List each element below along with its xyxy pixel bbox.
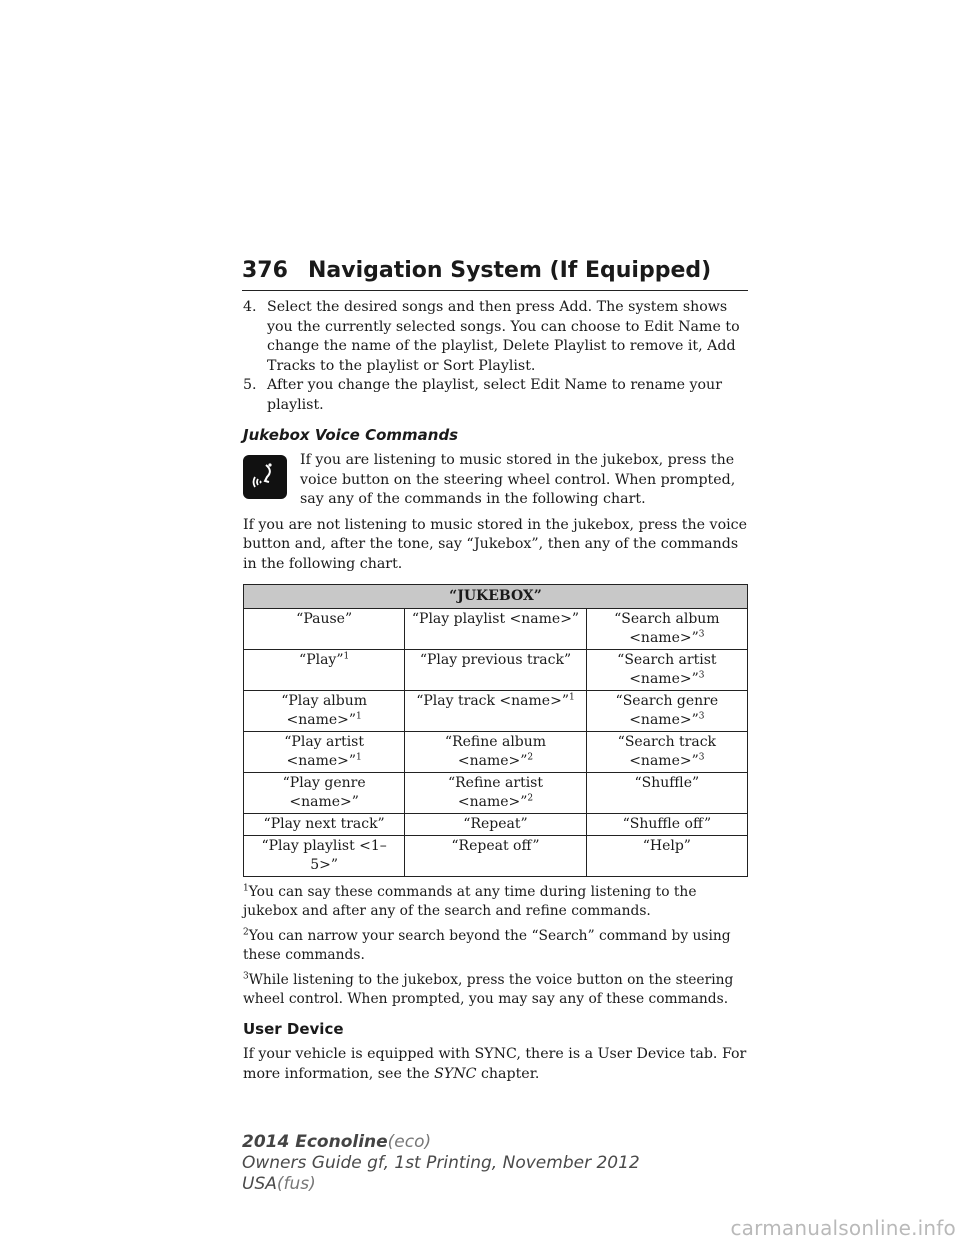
list-item	[243, 298, 753, 376]
table-cell	[405, 609, 586, 650]
footnote-mark: 1	[343, 651, 350, 662]
step-text: Select the desired songs and then press Add. The system shows you the currently selected songs. You can choose to Edit Name to change the name of the playlist, Delete Playlist to remove it, Add Tracks to the playlist or Sort Playlist.	[267, 299, 740, 374]
table-row	[244, 814, 748, 836]
jukebox-heading: Jukebox Voice Commands	[243, 426, 459, 444]
table-cell	[586, 732, 747, 773]
table-cell	[405, 650, 586, 691]
table-cell	[405, 691, 586, 732]
command-text: “Play previous track”	[419, 652, 572, 668]
footnote-text: You can say these commands at any time during listening to the jukebox and after any of the search and refine commands.	[243, 884, 697, 919]
command-text: “Refine album <name>”	[444, 734, 547, 769]
table-cell	[586, 836, 747, 877]
table-cell	[244, 609, 405, 650]
command-text: “Play next track”	[263, 816, 385, 832]
command-text: “Play playlist <name>”	[411, 611, 580, 627]
footnote-mark: 1	[356, 752, 362, 763]
footer-model-code: (eco)	[387, 1132, 432, 1152]
command-text: “Shuffle off”	[622, 816, 712, 832]
footnote	[243, 927, 753, 965]
table-cell	[244, 814, 405, 836]
user-device-heading: User Device	[243, 1020, 344, 1038]
footer-line-1	[242, 1132, 640, 1153]
table-cell	[586, 650, 747, 691]
step-number: 4.	[243, 299, 257, 315]
user-device-text-end: chapter.	[476, 1065, 540, 1082]
command-text: “Play artist <name>”	[284, 734, 364, 769]
command-text: “Play album <name>”	[281, 693, 368, 728]
table-cell	[586, 773, 747, 814]
table-row	[244, 691, 748, 732]
user-device-paragraph	[243, 1045, 753, 1084]
table-row	[244, 732, 748, 773]
voice-instruction	[243, 451, 753, 510]
table-cell	[244, 732, 405, 773]
footer-market: USA	[242, 1174, 277, 1194]
table-body	[244, 609, 748, 877]
footnote-mark: 3	[243, 971, 249, 982]
watermark: carmanualsonline.info	[730, 1216, 956, 1240]
footnote-text: You can narrow your search beyond the “Search” command by using these commands.	[243, 928, 731, 963]
footnote	[243, 883, 753, 921]
table-row	[244, 609, 748, 650]
user-device-text: If your vehicle is equipped with SYNC, there is a User Device tab. For more information, see the	[243, 1046, 747, 1082]
footnote-mark: 3	[698, 629, 705, 640]
command-text: “Shuffle”	[634, 775, 700, 791]
sync-chapter-reference: SYNC	[434, 1065, 477, 1082]
table-cell	[244, 773, 405, 814]
command-text: “Play genre <name>”	[282, 775, 366, 810]
command-text: “Play track <name>”	[416, 693, 569, 709]
step-text: After you change the playlist, select Edit Name to rename your playlist.	[267, 377, 722, 413]
command-text: “Play”	[299, 652, 344, 668]
list-item	[243, 376, 753, 415]
command-text: “Search track <name>”	[617, 734, 717, 769]
command-text: “Play playlist <1–5>”	[261, 838, 387, 873]
footnote-mark: 2	[527, 752, 534, 763]
footer-line-2: Owners Guide gf, 1st Printing, November 2012	[242, 1153, 640, 1173]
table-cell	[405, 773, 586, 814]
page-content	[243, 298, 753, 1094]
footnote-mark: 3	[698, 752, 705, 763]
table-cell	[586, 609, 747, 650]
command-text: “Pause”	[296, 611, 353, 627]
footer-line-3	[242, 1174, 640, 1195]
footnote-mark: 1	[243, 883, 249, 894]
footnote-text: While listening to the jukebox, press the voice button on the steering wheel control. When prompted, you may say any of these commands.	[243, 972, 734, 1007]
step-number: 5.	[243, 377, 257, 393]
table-cell	[405, 732, 586, 773]
steps-list	[243, 298, 753, 415]
footnote-mark: 3	[698, 670, 705, 681]
table-row	[244, 836, 748, 877]
table-cell	[244, 836, 405, 877]
command-text: “Search artist <name>”	[617, 652, 717, 687]
command-text: “Search genre <name>”	[615, 693, 719, 728]
table-cell	[405, 814, 586, 836]
voice-button-icon	[243, 455, 287, 499]
footer-model: 2014 Econoline	[242, 1132, 388, 1152]
command-text: “Help”	[642, 838, 691, 854]
footnote	[243, 971, 753, 1009]
jukebox-paragraph: If you are not listening to music stored in the jukebox, press the voice button and, after the tone, say “Jukebox”, then any of the commands in the following chart.	[243, 516, 747, 572]
footnote-mark: 2	[527, 793, 534, 804]
footer-market-code: (fus)	[276, 1174, 316, 1194]
voice-instruction-text: If you are listening to music stored in the jukebox, press the voice button on the steering wheel control. When prompted, say any of the commands in the following chart.	[300, 452, 736, 507]
table-row	[244, 650, 748, 691]
chapter-title: Navigation System (If Equipped)	[308, 258, 712, 283]
footnote-mark: 1	[568, 692, 575, 703]
footnote-mark: 3	[698, 711, 705, 722]
jukebox-commands-table	[243, 584, 748, 877]
table-row	[244, 773, 748, 814]
table-cell	[586, 691, 747, 732]
page-header	[242, 256, 748, 291]
command-text: “Refine artist <name>”	[447, 775, 543, 810]
footnote-mark: 1	[356, 711, 362, 722]
table-cell	[405, 836, 586, 877]
command-text: “Repeat”	[463, 816, 528, 832]
footnote-mark: 2	[243, 927, 249, 938]
command-text: “Repeat off”	[451, 838, 540, 854]
command-text: “Search album <name>”	[614, 611, 720, 646]
table-cell	[244, 650, 405, 691]
table-cell	[244, 691, 405, 732]
page-footer	[242, 1132, 640, 1195]
table-header: “JUKEBOX”	[244, 585, 748, 609]
table-cell	[586, 814, 747, 836]
page-number: 376	[242, 258, 288, 283]
footnotes	[243, 883, 753, 1009]
